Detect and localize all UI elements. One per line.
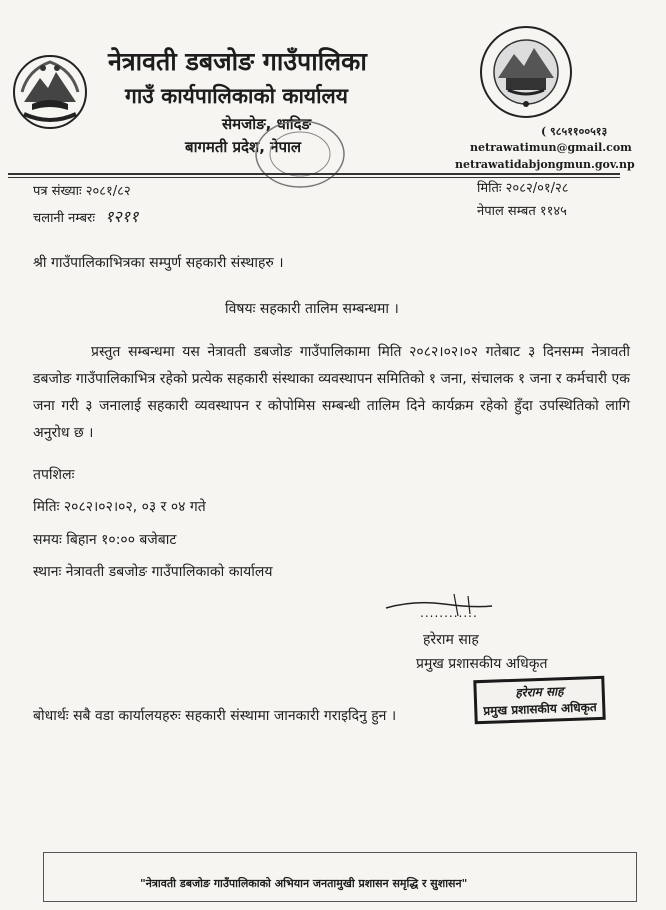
stamp-name: हरेराम साह: [515, 684, 564, 700]
nepal-sambat: नेपाल सम्बत ११४५: [477, 204, 567, 219]
office-round-stamp: [252, 118, 348, 190]
cc-line: बोधार्थः सबै वडा कार्यालयहरुः सहकारी संस्थामा जानकारी गराइदिनु हुन ।: [33, 708, 397, 724]
signatory-designation: प्रमुख प्रशासकीय अधिकृत: [416, 656, 548, 672]
office-name: गाउँ कार्यपालिकाको कार्यालय: [125, 84, 348, 108]
signature-dots: ............: [420, 606, 478, 620]
details-place: स्थानः नेत्रावती डबजोङ गाउँपालिकाको कार्यालय: [33, 564, 273, 580]
subject-line: विषयः सहकारी तालिम सम्बन्धमा ।: [225, 301, 399, 317]
signatory-name: हरेराम साह: [423, 632, 479, 648]
details-time: समयः बिहान १०:०० बजेबाट: [33, 532, 177, 548]
details-date: मितिः २०८२।०२।०२, ०३ र ०४ गते: [33, 499, 206, 515]
recipient-line: श्री गाउँपालिकाभित्रका सम्पुर्ण सहकारी संस्थाहरु ।: [33, 255, 284, 271]
dispatch-number: [33, 205, 138, 227]
dispatch-number-value: १२११: [105, 207, 139, 226]
dispatch-number-label: चलानी नम्बरः: [33, 211, 95, 226]
body-paragraph: प्रस्तुत सम्बन्धमा यस नेत्रावती डबजोङ गाउँपालिकामा मिति २०८२।०२।०२ गतेबाट ३ दिनसम्म नेत्रावती डबजोङ गाउँपालिकाभित्र रहेको प्रत्येक सहकारी संस्थाका व्यवस्थापन समितिको १ जना, संचालक १ जना र कर्मचारी एक जना गरी ३ जनालाई सहकारी व्यवस्थापन र कोपोमिस सम्बन्धी तालिम दिने कार्यक्रम रहेको हुँदा उपस्थितिको लागि अनुरोध छ ।: [33, 344, 630, 441]
phone-number: ( ९८५११००५१३: [541, 125, 608, 138]
municipality-logo-icon: [478, 24, 574, 120]
office-location: सेमजोङ, धादिङ: [222, 115, 312, 133]
nepal-emblem-icon: [10, 52, 90, 132]
stamp-designation: प्रमुख प्रशासकीय अधिकृत: [483, 700, 597, 718]
letter-date: मितिः २०८२/०१/२८: [477, 181, 569, 196]
reference-number: पत्र संख्याः २०८१/८२: [33, 184, 131, 199]
office-province: बागमती प्रदेश, नेपाल: [185, 138, 302, 156]
header-rule: [8, 173, 620, 175]
municipality-name: नेत्रावती डबजोङ गाउँपालिका: [108, 47, 367, 76]
footer-slogan: "नेत्रावती डबजोङ गाउँपालिकाको अभियान जनतामुखी प्रशासन समृद्धि र सुशासन": [140, 877, 468, 890]
website-address: netrawatidabjongmun.gov.np: [455, 158, 635, 171]
signatory-name-stamp: [473, 676, 606, 725]
email-address: netrawatimun@gmail.com: [470, 141, 632, 154]
details-heading: तपशिलः: [33, 467, 75, 483]
